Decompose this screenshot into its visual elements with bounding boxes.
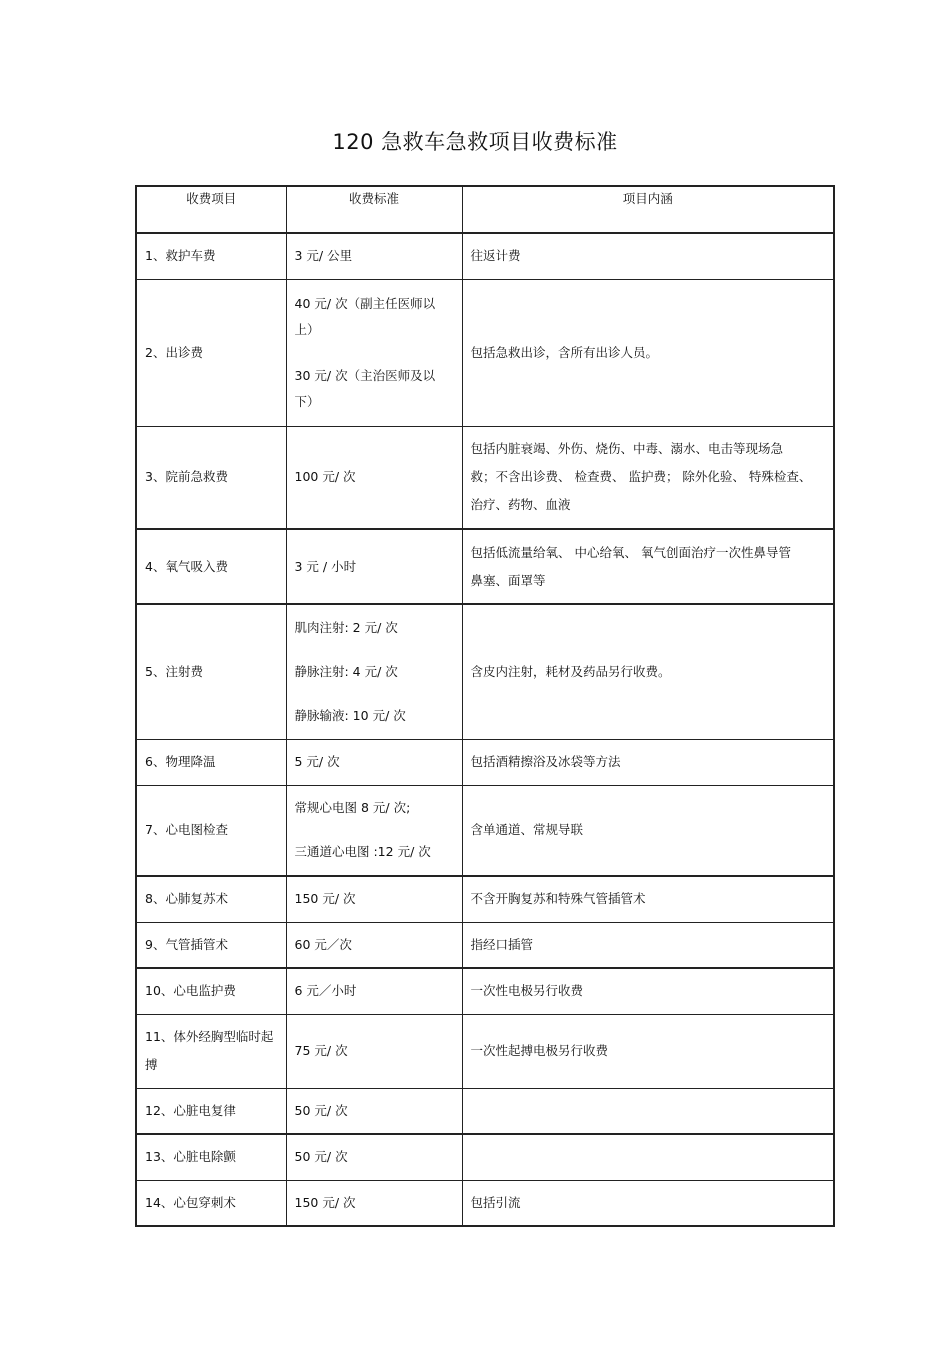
content-cell: 含皮内注射，耗材及药品另行收费。 [462, 604, 834, 739]
table-row [136, 529, 834, 604]
item-cell: 12、心脏电复律 [136, 1088, 286, 1134]
table-row [136, 426, 834, 529]
item-cell: 10、心电监护费 [136, 968, 286, 1014]
standard-cell: 50 元/ 次 [286, 1088, 462, 1134]
standard-cell: 75 元/ 次 [286, 1014, 462, 1088]
content-cell: 包括低流量给氧、 中心给氧、 氧气创面治疗一次性鼻导管 鼻塞、面罩等 [462, 529, 834, 604]
content-cell: 指经口插管 [462, 922, 834, 968]
table-row [136, 1134, 834, 1180]
standard-cell: 3 元 / 小时 [286, 529, 462, 604]
item-cell: 2、出诊费 [136, 279, 286, 426]
item-cell: 11、体外经胸型临时起搏 [136, 1014, 286, 1088]
content-cell: 一次性电极另行收费 [462, 968, 834, 1014]
header-content: 项目内涵 [462, 186, 834, 233]
table-row [136, 968, 834, 1014]
item-cell: 8、心肺复苏术 [136, 876, 286, 922]
content-cell [462, 1134, 834, 1180]
content-cell: 包括酒精擦浴及冰袋等方法 [462, 739, 834, 785]
content-cell: 往返计费 [462, 233, 834, 279]
standard-cell: 50 元/ 次 [286, 1134, 462, 1180]
table-row [136, 1014, 834, 1088]
standard-cell: 60 元／次 [286, 922, 462, 968]
standard-cell: 3 元/ 公里 [286, 233, 462, 279]
item-cell: 1、救护车费 [136, 233, 286, 279]
table-row [136, 739, 834, 785]
standard-cell: 5 元/ 次 [286, 739, 462, 785]
item-cell: 3、院前急救费 [136, 426, 286, 529]
item-cell: 6、物理降温 [136, 739, 286, 785]
item-cell: 13、心脏电除颤 [136, 1134, 286, 1180]
table-row [136, 233, 834, 279]
table-row [136, 1088, 834, 1134]
standard-cell: 150 元/ 次 [286, 1180, 462, 1226]
content-cell: 含单通道、常规导联 [462, 785, 834, 876]
standard-cell: 常规心电图 8 元/ 次; 三通道心电图 :12 元/ 次 [286, 785, 462, 876]
content-cell: 包括内脏衰竭、外伤、烧伤、中毒、溺水、电击等现场急 救；不含出诊费、 检查费、 监护费； 除外化验、 特殊检查、 治疗、药物、血液 [462, 426, 834, 529]
item-cell: 14、心包穿刺术 [136, 1180, 286, 1226]
header-item: 收费项目 [136, 186, 286, 233]
table-row [136, 604, 834, 739]
standard-cell: 肌肉注射: 2 元/ 次 静脉注射: 4 元/ 次 静脉输液: 10 元/ 次 [286, 604, 462, 739]
table-row [136, 876, 834, 922]
item-cell: 4、氧气吸入费 [136, 529, 286, 604]
standard-cell: 6 元／小时 [286, 968, 462, 1014]
item-cell: 5、注射费 [136, 604, 286, 739]
content-cell: 包括引流 [462, 1180, 834, 1226]
content-cell: 包括急救出诊，含所有出诊人员。 [462, 279, 834, 426]
table-row [136, 785, 834, 876]
standard-cell: 100 元/ 次 [286, 426, 462, 529]
item-cell: 7、心电图检查 [136, 785, 286, 876]
page-title: 120 急救车急救项目收费标准 [332, 130, 618, 154]
item-cell: 9、气管插管术 [136, 922, 286, 968]
table-header-row [136, 186, 834, 233]
table-row [136, 279, 834, 426]
fee-table [135, 185, 835, 1227]
standard-cell: 40 元/ 次（副主任医师以 上） 30 元/ 次（主治医师及以 下） [286, 279, 462, 426]
header-standard: 收费标准 [286, 186, 462, 233]
content-cell [462, 1088, 834, 1134]
content-cell: 不含开胸复苏和特殊气管插管术 [462, 876, 834, 922]
content-cell: 一次性起搏电极另行收费 [462, 1014, 834, 1088]
table-row [136, 922, 834, 968]
standard-cell: 150 元/ 次 [286, 876, 462, 922]
table-row [136, 1180, 834, 1226]
